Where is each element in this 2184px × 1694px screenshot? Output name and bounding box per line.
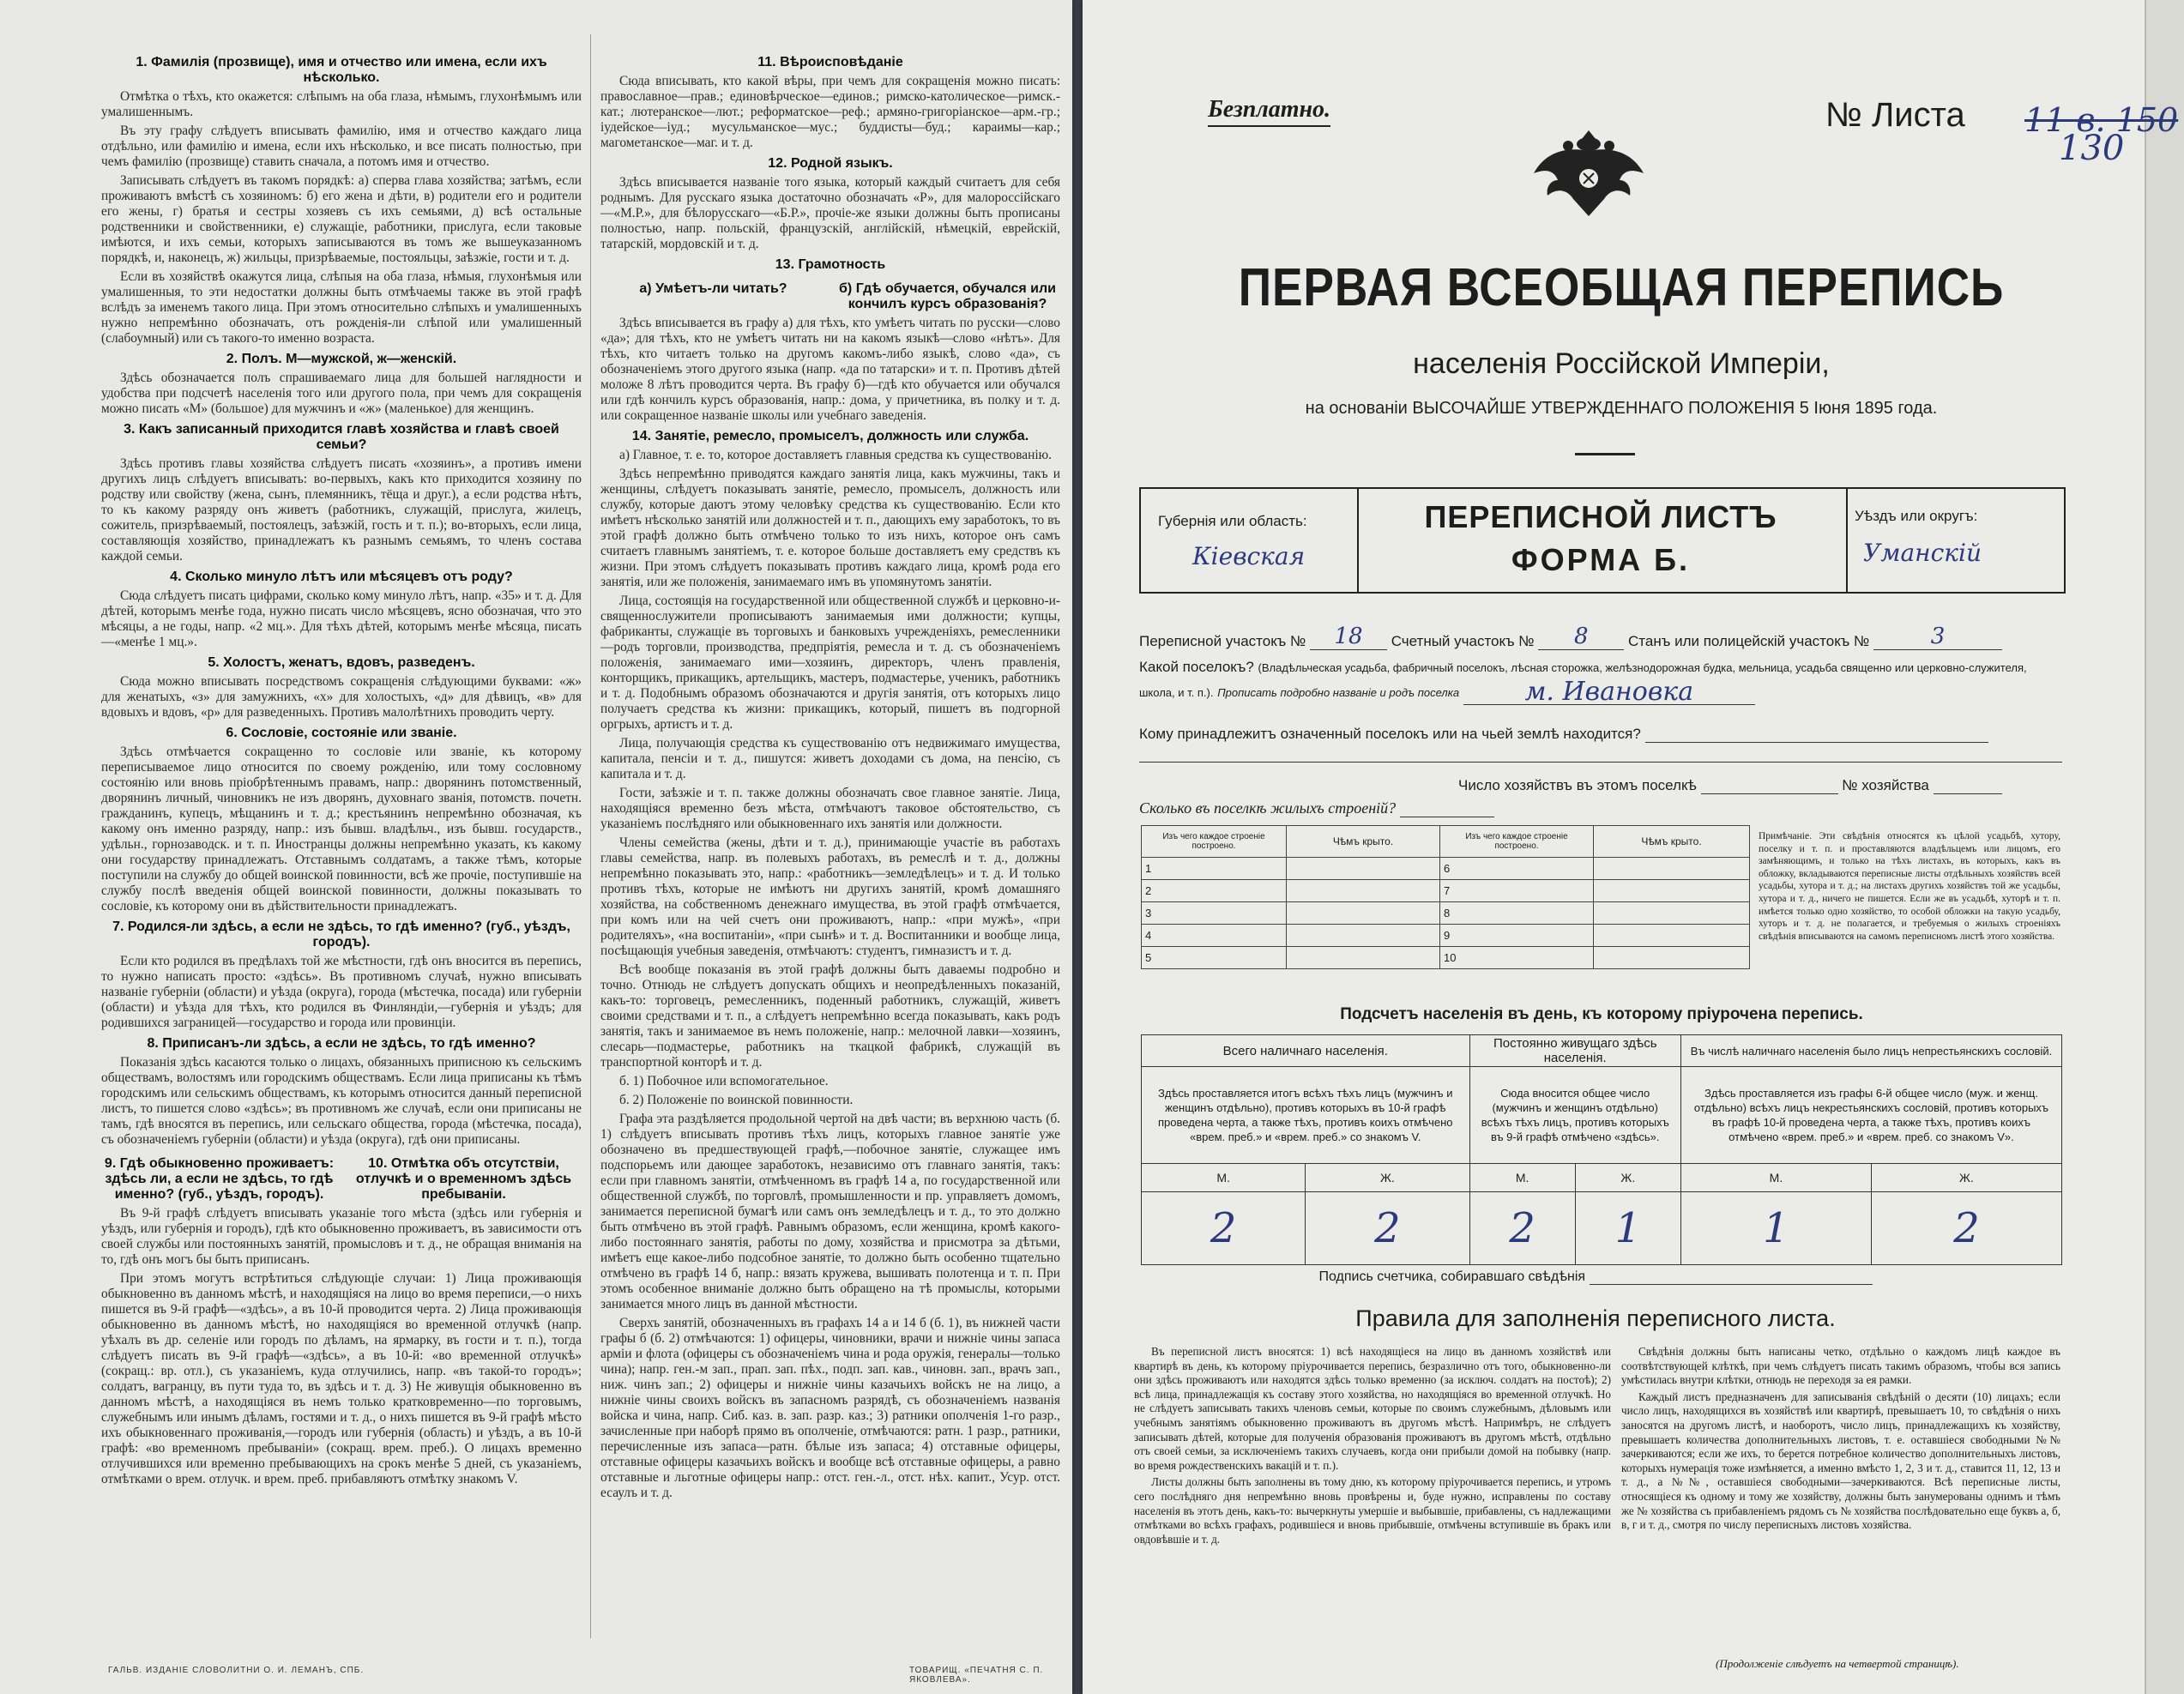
building-number: 6 — [1440, 858, 1594, 880]
section-heading: б) Гдѣ обучается, обучался или кончилъ курсъ образованія? — [839, 281, 1056, 311]
count-m-label: М. — [1469, 1164, 1575, 1192]
buildings-head-built: Изъ чего каждое строеніе построено. — [1142, 826, 1287, 858]
settlement-write-label: Прописать подробно названіе и родъ поселка — [1217, 686, 1460, 699]
section-heading: 9. Гдѣ обыкновенно проживаетъ: здѣсь ли, а если не здѣсь, то гдѣ именно? (губ., уѣздъ, городъ). — [104, 1156, 335, 1202]
settlement-label: Какой поселокъ? — [1139, 659, 1254, 675]
next-page-edge — [2145, 0, 2184, 1694]
building-number: 7 — [1440, 880, 1594, 902]
instruction-paragraph: Въ эту графу слѣдуетъ вписывать фамилію, имя и отчество каждаго лица отдѣльно, или фамилію и имена, если ихъ нѣсколько, и все писать полностью, при чемъ фамилію (прозвище) ставить сначала, а потомъ имя и отчество. — [101, 124, 582, 169]
title-divider — [1575, 453, 1635, 455]
province-value: Кіевская — [1192, 542, 1306, 570]
census-district-label: Переписной участокъ № — [1139, 633, 1306, 649]
building-number: 1 — [1142, 858, 1287, 880]
section-heading: 14. Занятіе, ремесло, промыселъ, должность или служба. — [631, 429, 1029, 443]
rules-column-2 — [1621, 1345, 2060, 1535]
column-divider — [590, 34, 591, 1638]
section-heading: 10. Отмѣтка объ отсутствіи, отлучкѣ и о временномъ здѣсь пребываніи. — [355, 1156, 572, 1202]
census-districts-row — [1139, 624, 2002, 650]
buildings-table-row — [1142, 880, 1750, 902]
building-roof-cell — [1287, 858, 1440, 880]
instruction-paragraph: б. 2) Положеніе по воинской повинности. — [619, 1093, 854, 1107]
buildings-table-row — [1142, 902, 1750, 925]
settlement-hint: (Владѣльческая усадьба, фабричный поселокъ, лѣсная сторожка, желѣзнодорожная будка, мельница, усадьба священно или церковно-служителя, школа, и т. п.). — [1139, 661, 2027, 699]
households-label: Число хозяйствъ въ этомъ поселкѣ — [1458, 777, 1697, 793]
census-title: ПЕРВАЯ ВСЕОБЩАЯ ПЕРЕПИСЬ — [1238, 258, 2005, 317]
count-desc-permanent: Сюда вносится общее число (мужчинъ и женщинъ отдѣльно) всѣхъ тѣхъ лицъ, противъ которыхъ въ 9-й графѣ отмѣчено «здѣсь». — [1469, 1067, 1680, 1164]
count-nonpeasant-zh: 2 — [1871, 1192, 2061, 1265]
building-roof-cell — [1287, 947, 1440, 969]
buildings-table-row — [1142, 925, 1750, 947]
police-district-label: Станъ или полицейскій участокъ № — [1628, 633, 1870, 649]
households-row — [1458, 777, 2002, 794]
buildings-table-row — [1142, 858, 1750, 880]
form-subtitle: ФОРМА Б. — [1511, 542, 1691, 577]
instruction-paragraph: Показанія здѣсь касаются только о лицахъ, обязанныхъ приписною къ сельскимъ обществамъ, волостямъ или городскимъ обществамъ. Если лица приписаны къ тѣмъ городскимъ или сельскимъ обществамъ, къ которымъ относится данный переписной листъ, то пишется слово «здѣсь»; въ противномъ же случаѣ, если они приписаны не тамъ, гдѣ вносятся въ перепись, или сельскаго общества, города (мѣстечка, посада), съ обозначеніемъ губерніи (области) и уѣзда (округа), гдѣ они приписаны. — [101, 1055, 582, 1147]
rule-paragraph: Листы должны быть заполнены въ тому дню, къ которому пріурочивается перепись, и утромъ сего послѣдняго дня непремѣнно вновь провѣрены и, буде нужно, исправлены по составу населенія въ этотъ день, какъ-то: вычеркнуты умершіе и выбывшіе, прибавлены, съ надлежащими отмѣтками во всѣхъ графахъ, родившіеся и вновь прибывшіе, отмѣчены вступившіе въ бракъ или овдовѣвшіе и т. д. — [1134, 1475, 1611, 1546]
building-roof-cell — [1594, 925, 1750, 947]
building-number: 8 — [1440, 902, 1594, 925]
building-roof-cell — [1594, 902, 1750, 925]
owner-row — [1139, 726, 1988, 743]
section-heading: 6. Сословіе, состояніе или званіе. — [226, 726, 457, 740]
instruction-paragraph: Члены семейства (жены, дѣти и т. д.), принимающіе участіе въ работахъ главы семейства, напр. въ полевыхъ работахъ, въ ремеслѣ и т. д., должны непремѣнно показывать это, напр.: «работникъ—земледѣлецъ» и т. д. И только противъ тѣхъ, которые не имѣютъ ни другихъ занятій, кромѣ домашняго хозяйства, на собственномъ денежнаго имущества, въ этой графѣ отмѣчается, при комъ или на чей счетъ они проживаютъ, напр.: «при мужѣ», «при родителяхъ», «на воспитаніи», «при сынѣ» и т. д. Воспитанники и вообще лица, посѣщающія учебныя заведенія, отмѣчаютъ: студентъ, гимназистъ и т. д. — [600, 835, 1060, 958]
count-head-permanent: Постоянно живущаго здѣсь населенія. — [1469, 1035, 1680, 1067]
section-heading-pair — [101, 1151, 582, 1206]
census-district-value: 18 — [1310, 624, 1387, 650]
building-number: 4 — [1142, 925, 1287, 947]
instruction-paragraph: Если кто родился въ предѣлахъ той же мѣстности, гдѣ онъ вносится въ перепись, то нужно написать просто: «здѣсь». Въ противномъ случаѣ, нужно вписывать названіе губерніи (области) и уѣзда (округа), города (мѣстечка, посада) или губерніи (области) и уѣзда для тѣхъ, кто родился въ Финляндіи,—губернія и уѣздъ; для родившихся заграницей—государство и города или провинціи. — [101, 954, 582, 1030]
count-permanent-zh: 1 — [1575, 1192, 1680, 1265]
section-heading: 5. Холостъ, женатъ, вдовъ, разведенъ. — [208, 655, 475, 670]
instruction-paragraph: Въ 9-й графѣ слѣдуетъ вписывать указаніе того мѣста (здѣсь или губернія и уѣздъ, или губернія и городъ), гдѣ кто обыкновенно проживаетъ, въ зависимости отъ своей службы или постоянныхъ занятій, промысловъ и т. д., не обращая вниманія на то, гдѣ онъ могъ бы быть приписанъ. — [101, 1206, 582, 1267]
instruction-paragraph: Здѣсь вписывается названіе того языка, который каждый считаетъ для себя роднымъ. Для русскаго языка достаточно обозначать «Р», для малороссійскаго—«М.Р.», для бѣлорусскаго—«Б.Р.», прочіе-же языки должны быть прописаны полностью, напр. польскій, французскій, англійскій, нѣмецкій, еврейскій, татарскій, мордовскій и т. д. — [600, 175, 1060, 251]
section-heading: 2. Полъ. М—мужской, ж—женскій. — [226, 352, 457, 366]
building-number: 3 — [1142, 902, 1287, 925]
count-permanent-m: 2 — [1469, 1192, 1575, 1265]
buildings-head-roof: Чѣмъ крыто. — [1287, 826, 1440, 858]
instruction-paragraph: Гости, заѣзжіе и т. п. также должны обозначать свое главное занятіе. Лица, находящіяся временно безъ мѣста, отмѣчаютъ таковое обстоятельство, съ указаніемъ послѣдняго или обыкновеннаго ихъ занятія или должности. — [600, 786, 1060, 831]
section-heading: 1. Фамилія (прозвище), имя и отчество или имена, если ихъ нѣсколько. — [136, 55, 547, 85]
instruction-paragraph: Здѣсь отмѣчается сокращенно то сословіе или званіе, къ которому переписываемое лицо относится по своему рожденію, или тому сословному состоянію или вновь пріобрѣтеннымъ правамъ, напр.: дворянинъ потомственный, дворянинъ личный, чиновникъ не изъ дворянъ, духовнаго званія, потомств. почетн. гражданинъ, купецъ, мѣщанинъ и т. д.; крестьянинъ непремѣнно обозначая, къ какому онъ именно разряду, напр.: изъ бывш. владѣльч., изъ бывш. государств., удѣльн., горнозаводск. и т. п. Иностранцы должны непремѣнно указать, къ какому они государству принадлежатъ. Отставнымъ солдатамъ, а также тѣмъ, которые поступили на службу до общей воинской повинности, всѣ же прочіе, поступившіе на службу послѣ введенія общей воинской повинности, должны показывать то сословіе, къ которому они въ дѣйствительности принадлежатъ. — [101, 745, 582, 913]
instruction-paragraph: Лица, состоящія на государственной или общественной службѣ и церковно-и-священнослужители прописываютъ занимаемыя ими должности; купцы, фабриканты, служащіе въ торговыхъ и банковыхъ учрежденіяхъ, ремесленники—родъ торговли, производства, предпріятія, ремесла и т. д. съ обозначеніемъ положенія, занимаемаго ими—хозяинъ, директоръ, членъ правленія, конторщикъ, прикащикъ, артельщикъ, мастеръ, подмастерье, ученикъ, работникъ и т. д. Подобнымъ образомъ обозначаются и другія занятія, отъ которыхъ лицо получаетъ средства къ жизни: прикащикъ, который, пишетъ въ подгорной оргрыхъ, артистъ и т. д. — [600, 594, 1060, 732]
settlement-value: м. Ивановка — [1463, 680, 1755, 705]
section-heading: а) Умѣетъ-ли читать? — [639, 281, 787, 296]
instruction-paragraph: Лица, получающія средства къ существованію отъ недвижимаго имущества, капитала, пенсіи и т. д., пишутся: живетъ доходами съ дома, на пенсію, съ капитала и т. д. — [600, 736, 1060, 781]
instruction-paragraph: Здѣсь непремѣнно приводятся каждаго занятія лица, какъ мужчины, такъ и женщины, слѣдуетъ показывать занятіе, ремесло, промыселъ, должность или службу, которые даютъ этому человѣку средства къ существованію. Если кто имѣетъ нѣсколько занятій или должностей и т. п., дающихъ ему заработокъ, то въ этой графѣ должно быть отмѣчено только то изъ нихъ, которое онъ самъ считаетъ главнымъ занятіемъ, т. е. которое больше доставляетъ ему средствъ къ жизни. При этомъ слѣдуетъ показывать противъ каждаго лица, кромѣ рода его занятія, или же положенія, занимаемаго имъ въ упомянутомъ занятіи. — [600, 467, 1060, 589]
count-desc-present: Здѣсь проставляется итогъ всѣхъ тѣхъ лицъ (мужчинъ и женщинъ отдѣльно), противъ которыхъ въ 10-й графѣ проведена черта, а также тѣхъ, противъ коихъ отмѣчено «врем. преб.» и «врем. преб.» со знакомъ V. — [1142, 1067, 1470, 1164]
building-roof-cell — [1287, 902, 1440, 925]
signature-row — [1132, 1269, 2059, 1285]
province-cell — [1141, 489, 1359, 592]
continuation-note: (Продолженіе слѣдуетъ на четвертой страницѣ). — [1716, 1657, 1959, 1670]
legal-basis: на основаніи ВЫСОЧАЙШЕ УТВЕРЖДЕННАГО ПОЛОЖЕНІЯ 5 Іюня 1895 года. — [1305, 399, 1938, 418]
count-m-label: М. — [1680, 1164, 1871, 1192]
count-m-label: М. — [1142, 1164, 1306, 1192]
instruction-paragraph: Здѣсь вписывается въ графу а) для тѣхъ, кто умѣетъ читать по русски—слово «да»; для тѣхъ, кто не умѣетъ читать ни на какомъ языкѣ—слово «нѣтъ». Для тѣхъ, кто читаетъ только на другомъ какомъ-либо языкѣ, слово «да», съ обозначеніемъ этого другого языка (напр. «да по татарски» и т. п. Противъ дѣтей моложе 8 лѣтъ проводится черта. Въ графу б)—гдѣ кто обучается или обучался или гдѣ кончилъ курсъ образованія, напр.: дома, у причетника, въ полку и т. д. или сокращенное названіе школы или учебнаго заведенія. — [600, 316, 1060, 423]
form-title: ПЕРЕПИСНОЙ ЛИСТЪ — [1424, 499, 1777, 534]
count-head-nonpeasant: Въ числѣ наличнаго населенія было лицъ непрестьянскихъ сословій. — [1680, 1035, 2061, 1067]
households-field — [1701, 778, 1838, 794]
count-district-value: 8 — [1538, 624, 1624, 650]
form-header-box — [1139, 487, 2066, 594]
count-nonpeasant-m: 1 — [1680, 1192, 1871, 1265]
instruction-paragraph: Сверхъ занятій, обозначенныхъ въ графахъ 14 а и 14 б (б. 1), въ нижней части графы б (б. 2) отмѣчаются: 1) офицеры, чиновники, врачи и нижніе чины запаса арміи и флота (офицеры съ обозначеніемъ чина и рода оружія, генералы—только чина); напр. ген.-м зап., прап. зап. пѣх., подп. зап. кав., чиновн. зап., врачъ зап., ниж. чинъ зап.; 2) офицеры и нижніе чины казачьихъ войскъ не на лицо, а нижніе чины своихъ войскъ въ запасномъ разрядѣ, съ обозначеніемъ названія войска и чина, напр. Сиб. каз. в. зап. разр. каз.; 3) ратники ополченія 1-го разр., зачисленные при наборѣ прямо въ ополченіе, отмѣчаются: ратн. 1 разр., ратники, перечисленные изъ запаса—ратн. бѣлые изъ запаса; 4) отставные офицеры, отставные офицеры казачьихъ войскъ и вообще всѣ отставные офицеры, а равно отставные и льготные офицеры напр.: отст. ген.-л., отст. нѣх. капит., Усур. отст. есаулъ и т. д. — [600, 1316, 1060, 1500]
instruction-paragraph: Графа эта раздѣляется продольной чертой на двѣ части; въ верхнюю часть (б. 1) слѣдуетъ вписывать противъ тѣхъ лицъ, которыхъ главное занятіе уже обозначено въ предшествующей графѣ,—побочное занятіе, служащее имъ подспорьемъ или дающее заработокъ, независимо отъ главнаго занятія, такъ: если при главномъ занятіи, отмѣченномъ въ графѣ 14 а, по государственной или общественной службѣ, по торговлѣ, промышленности и пр. управляетъ домомъ, занимается переписной бумагѣ или самъ онъ земледѣлецъ и т. д., то это должно быть отмѣчено въ этой графѣ. Равнымъ образомъ, если женщина, кромѣ какого-либо постояннаго занятія, работы по дому, хозяйства и присмотра за дѣтьми, имѣетъ еще какое-либо подсобное занятіе, то должно быть особенно тщательно отмѣчено въ графѣ 14 б, напр.: вязать кружева, вышивать полотенца и т. п. При этомъ особенное вниманіе должно быть обращено на тѣ промыслы, которыми занимается много лицъ въ данной мѣстности. — [600, 1112, 1060, 1311]
count-district-label: Счетный участокъ № — [1391, 633, 1535, 649]
signature-label: Подпись счетчика, собиравшаго свѣдѣнія — [1318, 1269, 1586, 1284]
free-label: Безплатно. — [1208, 96, 1330, 127]
building-number: 2 — [1142, 880, 1287, 902]
household-number-field — [1934, 778, 2002, 794]
instruction-paragraph: Сюда слѣдуетъ писать цифрами, сколько кому минуло лѣтъ, напр. «35» и т. д. Для дѣтей, которымъ менѣе года, нужно писать число мѣсяцевъ, ясно обозначая, что это мѣсяцы, а не годы, напр. «2 мц.». Для тѣхъ дѣтей, которымъ менѣе мѣсяца, писать—«менѣе 1 мц.». — [101, 588, 582, 649]
rules-column-1 — [1134, 1345, 1611, 1549]
count-zh-label: Ж. — [1871, 1164, 2061, 1192]
building-roof-cell — [1594, 880, 1750, 902]
instruction-paragraph: Если въ хозяйствѣ окажутся лица, слѣпыя на оба глаза, нѣмыя, глухонѣмыя или умалишенныя, то эти недостатки должны быть отмѣчаемы также въ этой графѣ вслѣдъ за именемъ такого лица. При этомъ относительно слѣпыхъ и умалишенныхъ нужно непремѣнно обозначать, отъ рожденія-ли слѣпой или умалишенный (слабоумный) или съ такого-то именно возраста. — [101, 269, 582, 346]
population-count-title: Подсчетъ населенія въ день, къ которому пріурочена перепись. — [1340, 1005, 1863, 1023]
count-desc-nonpeasant: Здѣсь проставляется изъ графы 6-й общее число (муж. и женщ. отдѣльно) всѣхъ лицъ некрестьянскихъ сословій, противъ которыхъ въ графѣ 10-й проведена черта, а также тѣхъ, противъ коихъ отмѣчено «врем. преб.» и «врем. преб. со знакомъ V». — [1680, 1067, 2061, 1164]
province-label: Губернія или область: — [1158, 513, 1307, 529]
census-subtitle: населенія Россійской Имперіи, — [1413, 347, 1830, 380]
count-present-zh: 2 — [1306, 1192, 1469, 1265]
instruction-paragraph: При этомъ могутъ встрѣтиться слѣдующіе случаи: 1) Лица проживающія обыкновенно въ данномъ мѣстѣ, и находящіяся на лицо во время переписи,—о нихъ пишется въ 9-й графѣ—«здѣсь», а въ 10-й проводится черта. 2) Лица проживающія обыкновенно въ данномъ мѣстѣ, но находящіяся во временной отлучкѣ (напр. уѣхалъ въ др. селеніе или городъ по дѣламъ, на ярмарку, въ гости и т. п.), тогда слѣдуетъ писать въ 9-й графѣ—«здѣсь», а въ 10-й: «во временной отлучкѣ» (сокращ.: вр. отл.), съ указаніемъ, куда отлучились, напр. «въ такой-то городъ»; солдатъ, вагранцу, въ пути туда то, въ здѣсь и т. д. 3) Не живущія обыкновенно въ данномъ мѣстѣ, а находящіяся въ немъ только кратковременно—по торговымъ, служебнымъ или инымъ дѣламъ, гостями и т. д., о нихъ пишется въ 9-й графѣ мѣсто ихъ обыкновеннаго проживанія,—городъ или губернія (область) и уѣздъ, а въ 10-й графѣ: «во временномъ пребываніи» (сокращ. врем. преб.). О лицахъ временно отлучившихся или временно пребывающихъ на срокъ менѣе 5 дней, съ указаніемъ, отмѣтками о врем. отлучк. и врем. преб. прибавляютъ отмѣтку знакомъ V. — [101, 1271, 582, 1486]
building-roof-cell — [1287, 925, 1440, 947]
imperial-eagle-emblem-icon — [1529, 120, 1649, 223]
sheet-number-label: № Листа — [1825, 96, 1965, 134]
section-heading: 13. Грамотность — [775, 257, 886, 272]
buildings-table-body — [1142, 858, 1750, 969]
instruction-paragraph: Здѣсь противъ главы хозяйства слѣдуетъ писать «хозяинъ», а противъ имени другихъ лицъ слѣдуетъ вписывать: во-первыхъ, какъ кто приходится хозяину по родству или свойству (жена, сынъ, племянникъ, тёща и друг.), а если родства нѣтъ, то къ какому разряду онъ живетъ (работникъ, служащій, прислуга, жилецъ, сожитель, призрѣваемый, постоялецъ, заѣзжій, гость и т. п.); во-вторыхъ, если лица, составляющія хозяйство, принадлежатъ къ разнымъ семьямъ, то членъ состава каждой семьи. — [101, 456, 582, 564]
building-number: 9 — [1440, 925, 1594, 947]
sheet-number-handwritten: 130 — [2059, 129, 2125, 168]
rule-paragraph: Въ переписной листъ вносятся: 1) всѣ находящіеся на лицо въ данномъ хозяйствѣ или квартирѣ въ день, къ которому пріурочивается перепись, безразлично отъ того, обыкновенно-ли они здѣсь проживаютъ или находятся здѣсь только временно (за исключ. солдатъ на постоѣ); 2) всѣ лица, принадлежащія къ составу этого хозяйства, но находящіяся во временной отлучкѣ. Но не слѣдуетъ записывать такихъ членовъ семьи, которые по своимъ служебнымъ, дѣловымъ или учебнымъ занятіямъ обыкновенно проживаютъ въ другомъ мѣстѣ. Напримѣръ, не слѣдуетъ записывать дѣтей, которые для полученія образованія проживаютъ въ другомъ мѣстѣ, отдѣльно отъ своей семьи, за исключеніемъ такихъ случаевъ, когда они прибыли домой на побывку (напр. во время рождественскихъ вакацій и т. п.). — [1134, 1345, 1611, 1472]
buildings-head-roof-2: Чѣмъ крыто. — [1594, 826, 1750, 858]
buildings-table-row — [1142, 947, 1750, 969]
section-heading: 3. Какъ записанный приходится главѣ хозяйства и главѣ своей семьи? — [124, 422, 559, 452]
section-heading: 7. Родился-ли здѣсь, а если не здѣсь, то гдѣ именно? (губ., уѣздъ, городъ). — [112, 919, 570, 949]
building-roof-cell — [1287, 880, 1440, 902]
building-number: 10 — [1440, 947, 1594, 969]
police-district-value: 3 — [1873, 624, 2002, 650]
instructions-column-1 — [101, 50, 582, 1491]
instruction-paragraph: Всѣ вообще показанія въ этой графѣ должны быть даваемы подробно и точно. Отнюдь не слѣдуетъ допускать общихъ и неопредѣленныхъ показаній, какъ-то: торговецъ, ремесленникъ, поденный работникъ, служащій, живетъ своими средствами и т. п., а слѣдуетъ непремѣнно всегда показывать, какъ родъ занятія, такъ и занимаемое въ немъ положеніе, напр.: мелочной лавки—хозяинъ, слесарь—подмастерье, работникъ на ткацкой фабрикѣ, служащій въ транспортной конторѣ и т. д. — [600, 962, 1060, 1070]
buildings-note: Примѣчаніе. Эти свѣдѣнія относятся къ цѣлой усадьбѣ, хутору, поселку и т. п. и проставляются владѣльцемъ или лицомъ, его замѣняющимъ, и только на тѣхъ листахъ, въ которыхъ, какъ въ обложку, вкладываются переписные листы отдѣльныхъ хозяйствъ всей усадьбы, хутора и т. д.; на листахъ другихъ хозяйствъ той же усадьбы, хутора и т. д., ничего не пишется. Если же въ усадьбѣ, хуторѣ и т. п. имѣется только одно хозяйство, то особой обложки на такую усадьбу, хуторъ и т. д. не полагается, и требуемыя о жилыхъ строеніяхъ свѣдѣнія вписываются на самомъ переписномъ листѣ этого хозяйства. — [1759, 831, 2060, 942]
instructions-column-2 — [600, 50, 1060, 1504]
owner-second-line — [1139, 757, 2062, 763]
section-heading: 8. Приписанъ-ли здѣсь, а если не здѣсь, то гдѣ именно? — [147, 1036, 536, 1051]
buildings-label: Сколько въ поселкѣ жилыхъ строеній? — [1139, 799, 1397, 817]
signature-field — [1590, 1270, 1873, 1285]
household-number-label: № хозяйства — [1842, 777, 1929, 793]
sheet-number-crossed-handwritten: 11 в. 150 — [2024, 101, 2179, 139]
section-heading: 11. Вѣроисповѣданіе — [757, 55, 903, 69]
owner-field — [1645, 726, 1988, 743]
buildings-row — [1139, 799, 1494, 817]
printer-imprint-left: ГАЛЬВ. ИЗДАНІЕ СЛОВОЛИТНИ О. И. ЛЕМАНЪ, СПБ. — [108, 1666, 365, 1675]
district-cell — [1846, 489, 2064, 592]
rule-paragraph: Свѣдѣнія должны быть написаны четко, отдѣльно о каждомъ лицѣ каждое въ соотвѣтствующей клѣткѣ, при чемъ слѣдуетъ писать такимъ образомъ, чтобы вся запись умѣстилась внутри клѣтки, отнюдь не переходя за ея рамки. — [1621, 1345, 2060, 1387]
district-value: Уманскій — [1863, 539, 1982, 567]
instruction-paragraph: Отмѣтка о тѣхъ, кто окажется: слѣпымъ на оба глаза, нѣмымъ, глухонѣмымъ или умалишеннымъ. — [101, 89, 582, 119]
instruction-paragraph: Сюда можно вписывать посредствомъ сокращенія слѣдующими буквами: «ж» для женатыхъ, «з» для замужнихъ, «х» для холостыхъ, «д» для дѣвицъ, «в» для вдовыхъ и вдовъ, «р» для разведенныхъ. Противъ малолѣтнихъ проводить черту. — [101, 674, 582, 720]
instruction-paragraph: Записывать слѣдуетъ въ такомъ порядкѣ: а) сперва глава хозяйства; затѣмъ, если проживаютъ вмѣстѣ съ хозяиномъ: б) его жена и дѣти, в) родители его и родители его жены, г) братья и сестры хозяевъ съ ихъ семьями, д) всѣ остальные родственники и свойственники, е) служащіе, работники, прислуга, если таковые имѣются, и ихъ семьи, которыхъ записываются въ томъ же вышеуказанномъ порядкѣ, и, наконецъ, ж) жильцы, призрѣваемые, постояльцы, заѣзжіе, гости и т. д. — [101, 173, 582, 265]
section-heading-pair — [600, 276, 1060, 316]
count-present-m: 2 — [1142, 1192, 1306, 1265]
buildings-field — [1400, 801, 1494, 817]
rules-title: Правила для заполненія переписного листа. — [1355, 1305, 1836, 1331]
buildings-table — [1141, 825, 1750, 969]
left-instructions-page — [0, 0, 1072, 1694]
printer-imprint-right: ТОВАРИЩ. «ПЕЧАТНЯ С. П. ЯКОВЛЕВА». — [909, 1666, 1044, 1685]
instruction-paragraph: б. 1) Побочное или вспомогательное. — [619, 1074, 829, 1088]
section-heading: 4. Сколько минуло лѣтъ или мѣсяцевъ отъ роду? — [170, 570, 513, 584]
district-label: Уѣздъ или округъ: — [1855, 508, 1978, 524]
building-number: 5 — [1142, 947, 1287, 969]
settlement-row — [1139, 655, 2062, 705]
population-count-table — [1141, 1034, 2062, 1265]
rule-paragraph: Каждый листъ предназначенъ для записыванія свѣдѣній о десяти (10) лицахъ; если число лицъ, находящихся въ хозяйствѣ или квартирѣ, превышаетъ 10, то свѣдѣнія о нихъ заносятся на другомъ листѣ, и наоборотъ, число лицъ, принадлежащихъ къ хозяйству, превышаетъ количества дополнительныхъ листовъ, т. е. оставшіеся свободными №№ зачеркиваются; если же ихъ, то берется потребное количество дополнительныхъ листовъ, которыхъ нумерація тоже измѣняется, а именно вмѣсто 1, 2, 3 и т. д., ставится 11, 12, 13 и т. д., а №№, оставшіеся свободными—зачеркиваются. Всѣ переписные листы, относящіеся къ одному и тому же хозяйству, должны быть занумерованы однимъ и тѣмъ же № хозяйства съ прибавленіемъ рядомъ съ № хозяйства послѣдовательно еще буквъ а, б, в, г и т. д., смотря по числу переписныхъ листовъ хозяйства. — [1621, 1390, 2060, 1532]
building-roof-cell — [1594, 947, 1750, 969]
instruction-paragraph: а) Главное, т. е. то, которое доставляетъ главныя средства къ существованію. — [619, 448, 1052, 462]
count-zh-label: Ж. — [1575, 1164, 1680, 1192]
building-roof-cell — [1594, 858, 1750, 880]
owner-label: Кому принадлежитъ означенный поселокъ или на чьей землѣ находится? — [1139, 726, 1641, 742]
buildings-head-built-2: Изъ чего каждое строеніе построено. — [1440, 826, 1594, 858]
instruction-paragraph: Сюда вписывать, кто какой вѣры, при чемъ для сокращенія можно писать: православное—прав.; единовѣрческое—единов.; римско-католическое—римск.-кат.; лютеранское—лют.; реформатское—реф.; армяно-григоріанское—арм.-гр.; іудейское—іуд.; мусульманское—мус.; буддисты—буд.; караимы—кар.; магометанское—маг. и т. д. — [600, 74, 1060, 150]
instruction-paragraph: Здѣсь обозначается полъ спрашиваемаго лица для большей наглядности и удобства при подсчетѣ населенія того или другого пола, при чемъ для сокращенія можно писать «М» (большое) для мужчинъ и «ж» (маленькое) для женщинъ. — [101, 371, 582, 416]
section-heading: 12. Родной языкъ. — [768, 156, 893, 171]
count-zh-label: Ж. — [1306, 1164, 1469, 1192]
count-head-present: Всего наличнаго населенія. — [1142, 1035, 1470, 1067]
